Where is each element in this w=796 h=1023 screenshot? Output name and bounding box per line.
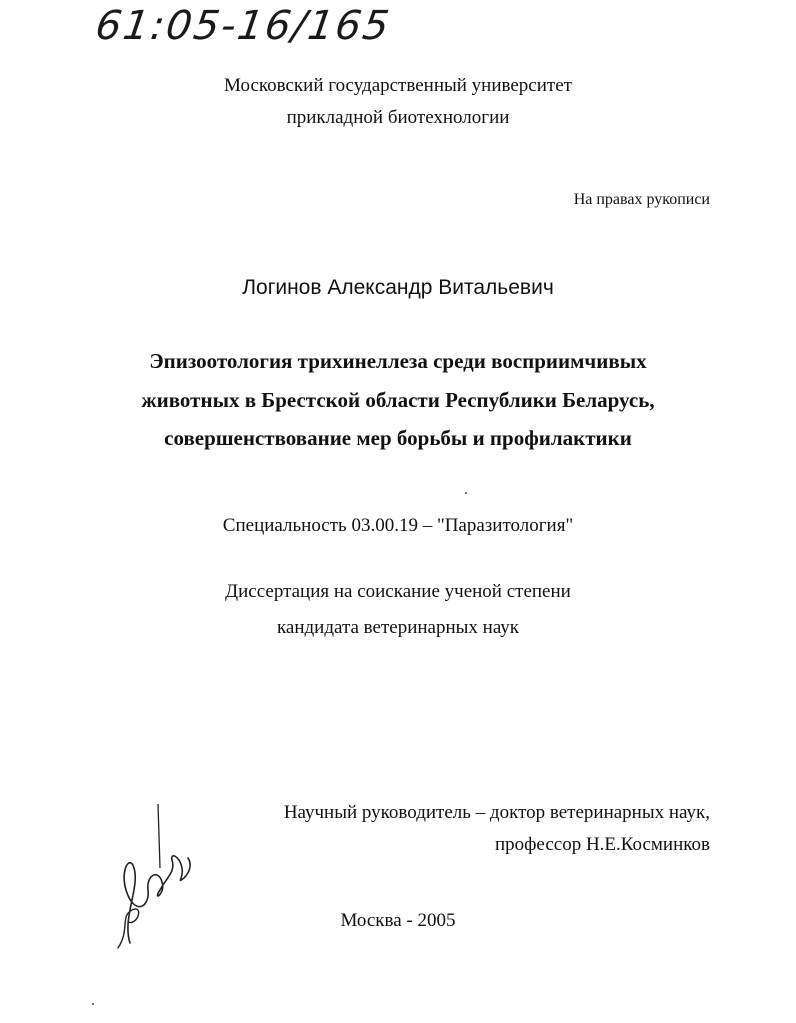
advisor-line2: профессор Н.Е.Косминков: [494, 834, 710, 855]
dissertation-title-line3: совершенствование мер борьбы и профилактики: [164, 426, 632, 450]
city-year: Москва - 2005: [340, 910, 456, 931]
dissertation-title-line1: Эпизоотология трихинеллеза среди восприимчивых: [149, 349, 647, 373]
university-name-line1: Московский государственный университет: [224, 75, 572, 96]
specialty: Специальность 03.00.19 – "Паразитология": [222, 515, 574, 536]
scan-speck: [92, 1003, 94, 1005]
manuscript-note: На правах рукописи: [573, 191, 710, 208]
degree-line1: Диссертация на соискание ученой степени: [225, 581, 571, 602]
signature: [100, 798, 210, 958]
dissertation-title-line2: животных в Брестской области Республики Беларусь,: [141, 388, 655, 412]
author-name: Логинов Александр Витальевич: [242, 276, 554, 299]
catalog-number: 61:05-16/165: [92, 3, 394, 49]
scan-speck: [465, 492, 467, 494]
advisor-line1: Научный руководитель – доктор ветеринарных наук,: [283, 802, 710, 823]
university-name-line2: прикладной биотехнологии: [286, 107, 510, 128]
degree-line2: кандидата ветеринарных наук: [276, 617, 520, 638]
